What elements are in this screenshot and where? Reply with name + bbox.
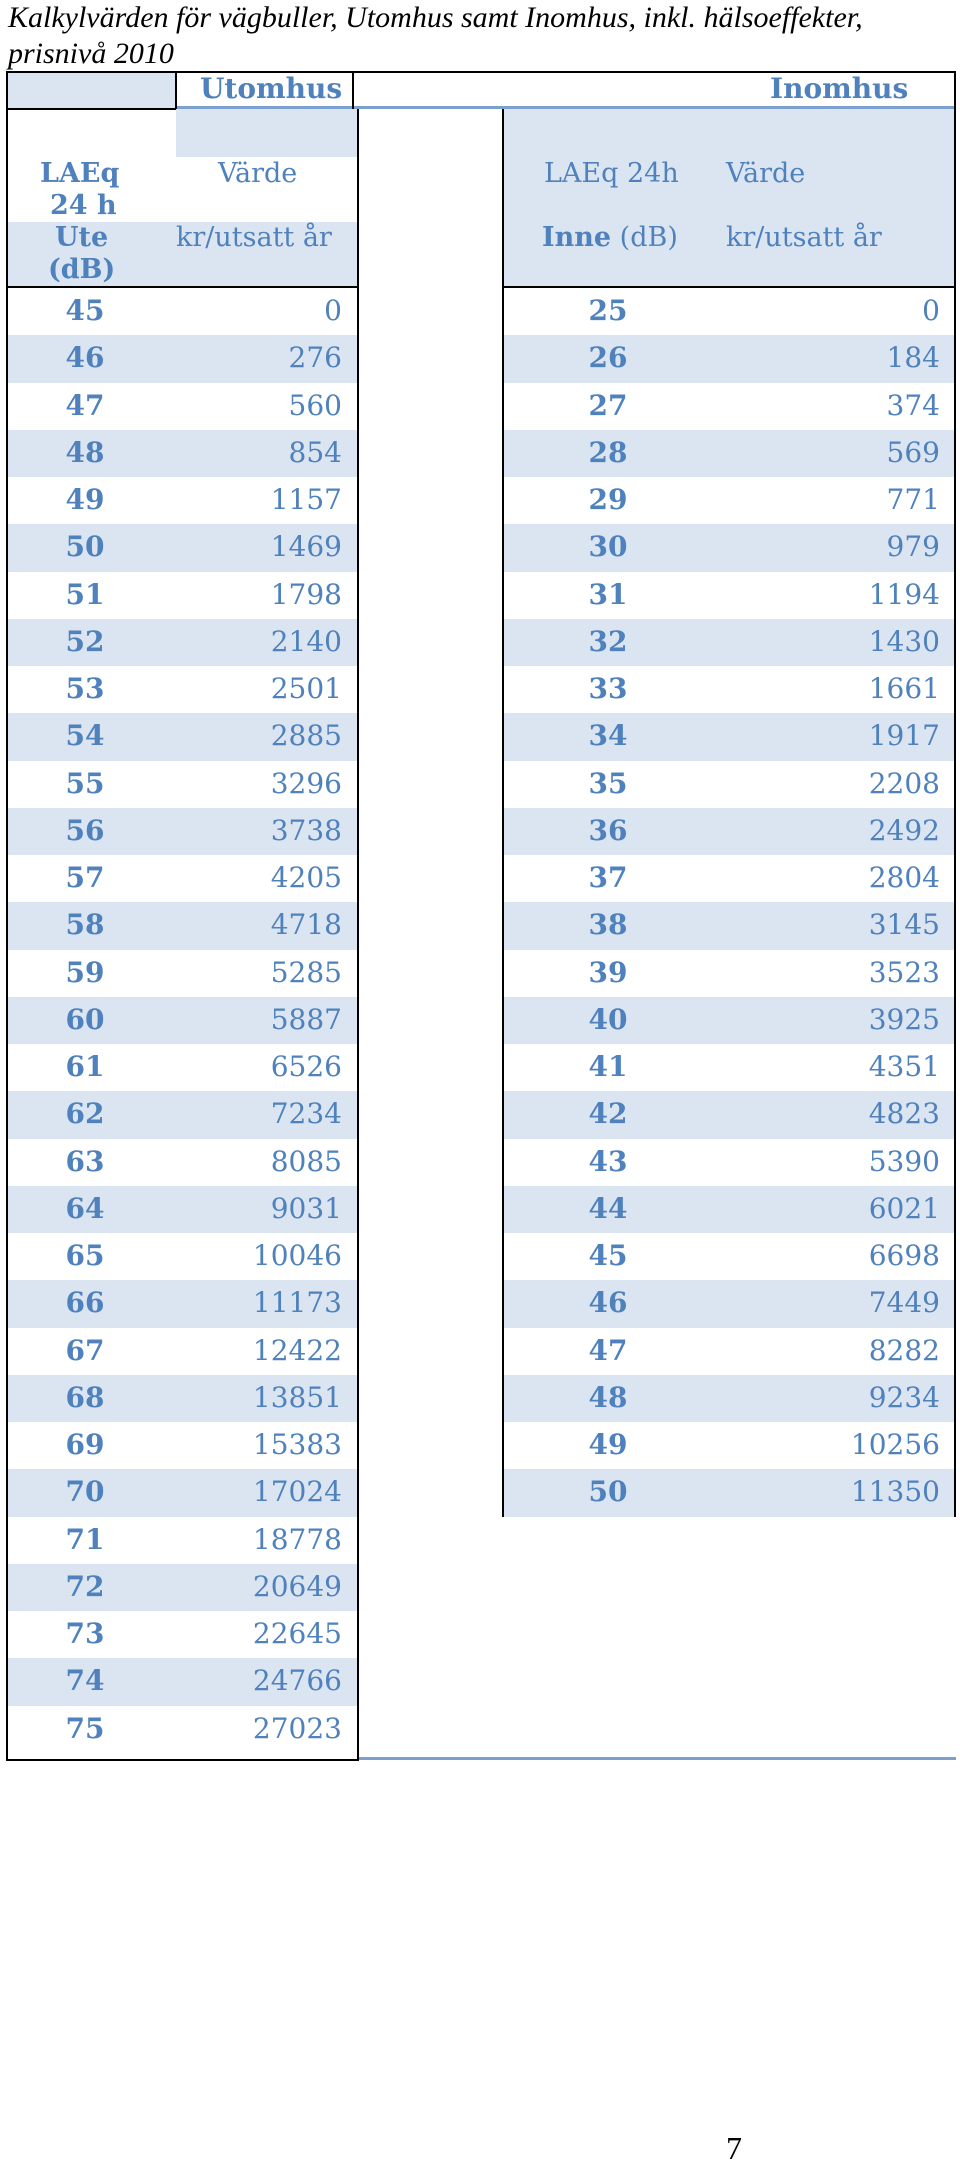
left-value-header-2: kr/utsatt år (176, 222, 332, 253)
indoor-value: 5390 (868, 1144, 940, 1178)
indoor-value: 2208 (868, 766, 940, 800)
outdoor-value: 2140 (270, 624, 342, 658)
header-band-left (8, 73, 176, 109)
indoor-level: 48 (588, 1380, 628, 1414)
outdoor-level: 74 (65, 1664, 105, 1698)
left-level-header-1: LAEq (40, 158, 120, 189)
indoor-value: 2804 (868, 861, 940, 894)
table-bottom-blue (359, 1757, 956, 1760)
header-band-mid (176, 109, 357, 157)
outdoor-value: 0 (324, 294, 342, 327)
indoor-level: 25 (588, 294, 628, 327)
outdoor-value: 5285 (270, 955, 342, 989)
right-level-header-2-rest: (dB) (611, 222, 678, 253)
indoor-level: 39 (588, 955, 628, 989)
indoor-level: 46 (588, 1286, 628, 1320)
outdoor-value: 15383 (252, 1428, 342, 1461)
outdoor-value: 6526 (270, 1050, 342, 1083)
indoor-value: 569 (886, 435, 940, 469)
header-divider (175, 71, 177, 109)
outdoor-level: 62 (65, 1097, 105, 1131)
indoor-level: 32 (588, 624, 628, 658)
indoor-level: 35 (588, 766, 628, 800)
outdoor-level: 55 (65, 766, 105, 800)
outdoor-value: 18778 (252, 1522, 342, 1556)
indoor-level: 27 (588, 388, 628, 422)
indoor-level: 43 (588, 1144, 628, 1178)
outdoor-level: 51 (65, 577, 105, 611)
outdoor-value: 1798 (270, 577, 342, 611)
outdoor-level: 48 (65, 435, 105, 469)
indoor-value: 1917 (868, 719, 940, 753)
right-value-header-1: Värde (726, 158, 806, 189)
indoor-level: 29 (588, 483, 628, 516)
outdoor-level: 45 (65, 294, 105, 327)
outdoor-level: 47 (65, 388, 105, 422)
indoor-value: 1430 (868, 624, 940, 658)
indoor-value: 184 (886, 341, 940, 375)
outdoor-level: 66 (65, 1286, 105, 1320)
header-band-right (503, 109, 955, 287)
outdoor-value: 276 (288, 341, 342, 375)
indoor-value: 7449 (868, 1286, 940, 1320)
right-value-header-2: kr/utsatt år (726, 222, 882, 253)
indoor-value: 9234 (868, 1380, 940, 1414)
outdoor-level: 53 (65, 672, 105, 705)
indoor-level: 50 (588, 1475, 628, 1509)
left-table-right-border (357, 109, 359, 1761)
outdoor-level: 50 (65, 530, 105, 564)
outdoor-value: 13851 (252, 1380, 342, 1414)
outdoor-level: 71 (65, 1522, 105, 1556)
outdoor-value: 1157 (270, 483, 342, 516)
right-level-header-1: LAEq 24h (544, 158, 679, 189)
indoor-value: 10256 (850, 1428, 940, 1461)
indoor-level: 26 (588, 341, 628, 375)
indoor-level: 33 (588, 672, 628, 705)
outdoor-level: 65 (65, 1239, 105, 1272)
outdoor-value: 11173 (252, 1286, 342, 1320)
indoor-value: 6021 (868, 1191, 940, 1225)
indoor-value: 11350 (850, 1475, 940, 1509)
indoor-level: 49 (588, 1428, 628, 1461)
indoor-level: 36 (588, 813, 628, 847)
outdoor-value: 2885 (270, 719, 342, 753)
outdoor-level: 72 (65, 1569, 105, 1603)
outdoor-value: 8085 (270, 1144, 342, 1178)
indoor-value: 771 (886, 483, 940, 516)
indoor-value: 3523 (868, 955, 940, 989)
left-level-header-2: 24 h (50, 190, 117, 221)
outdoor-value: 10046 (252, 1239, 342, 1272)
outdoor-level: 73 (65, 1617, 105, 1650)
outdoor-level: 69 (65, 1428, 105, 1461)
indoor-value: 4823 (868, 1097, 940, 1131)
right-level-header-2-bold: Inne (542, 222, 612, 253)
outdoor-value: 854 (288, 435, 342, 469)
outdoor-level: 68 (65, 1380, 105, 1414)
outdoor-level: 59 (65, 955, 105, 989)
indoor-level: 41 (588, 1050, 628, 1083)
indoor-value: 3925 (868, 1002, 940, 1036)
indoor-level: 37 (588, 861, 628, 894)
outdoor-level: 70 (65, 1475, 105, 1509)
outdoor-level: 61 (65, 1050, 105, 1083)
page-number: 7 (726, 2130, 742, 2166)
indoor-value: 4351 (868, 1050, 940, 1083)
indoor-level: 40 (588, 1002, 628, 1036)
indoor-level: 31 (588, 577, 628, 611)
outdoor-header: Utomhus (200, 72, 343, 105)
outdoor-value: 22645 (252, 1617, 342, 1650)
outdoor-level: 52 (65, 624, 105, 658)
outdoor-level: 56 (65, 813, 105, 847)
outdoor-level: 54 (65, 719, 105, 753)
outdoor-value: 3738 (270, 813, 342, 847)
outdoor-value: 3296 (270, 766, 342, 800)
outdoor-level: 57 (65, 861, 105, 894)
outdoor-value: 9031 (270, 1191, 342, 1225)
right-level-header-2 (542, 222, 678, 254)
header-divider-2 (352, 71, 354, 109)
indoor-value: 2492 (868, 813, 940, 847)
indoor-level: 34 (588, 719, 628, 753)
outdoor-value: 12422 (252, 1333, 342, 1367)
header-rule-left (8, 108, 176, 110)
indoor-level: 45 (588, 1239, 628, 1272)
indoor-header: Inomhus (770, 72, 909, 105)
indoor-level: 47 (588, 1333, 628, 1367)
left-table-bottom (6, 1759, 359, 1761)
outdoor-level: 60 (65, 1002, 105, 1036)
indoor-value: 0 (922, 294, 940, 327)
left-level-header-3: Ute (55, 222, 109, 253)
outdoor-value: 560 (288, 388, 342, 422)
outdoor-level: 63 (65, 1144, 105, 1178)
page-title: Kalkylvärden för vägbuller, Utomhus samt Inomhus, inkl. hälsoeffekter, prisnivå 2010 (8, 1, 863, 70)
indoor-level: 44 (588, 1191, 628, 1225)
outdoor-value: 5887 (270, 1002, 342, 1036)
outdoor-value: 17024 (252, 1475, 342, 1509)
left-level-header-4: (dB) (48, 254, 116, 285)
indoor-value: 8282 (868, 1333, 940, 1367)
indoor-value: 374 (886, 388, 940, 422)
outdoor-level: 49 (65, 483, 105, 516)
outdoor-value: 7234 (270, 1097, 342, 1131)
indoor-level: 30 (588, 530, 628, 564)
header-rule-blue (176, 106, 956, 109)
outdoor-value: 4718 (270, 908, 342, 942)
indoor-value: 979 (886, 530, 940, 564)
outdoor-value: 1469 (270, 530, 342, 564)
outdoor-value: 2501 (270, 672, 342, 705)
outdoor-level: 75 (65, 1711, 105, 1745)
outdoor-level: 46 (65, 341, 105, 375)
indoor-value: 3145 (868, 908, 940, 942)
indoor-level: 42 (588, 1097, 628, 1131)
indoor-value: 1661 (868, 672, 940, 705)
indoor-value: 6698 (868, 1239, 940, 1272)
outdoor-value: 4205 (270, 861, 342, 894)
outdoor-value: 24766 (252, 1664, 342, 1698)
indoor-level: 28 (588, 435, 628, 469)
outdoor-value: 27023 (252, 1711, 342, 1745)
outdoor-level: 64 (65, 1191, 105, 1225)
outdoor-value: 20649 (252, 1569, 342, 1603)
indoor-level: 38 (588, 908, 628, 942)
outdoor-level: 58 (65, 908, 105, 942)
left-value-header-1: Värde (218, 158, 298, 189)
indoor-value: 1194 (868, 577, 940, 611)
right-table-right-border (954, 71, 956, 1517)
outdoor-level: 67 (65, 1333, 105, 1367)
